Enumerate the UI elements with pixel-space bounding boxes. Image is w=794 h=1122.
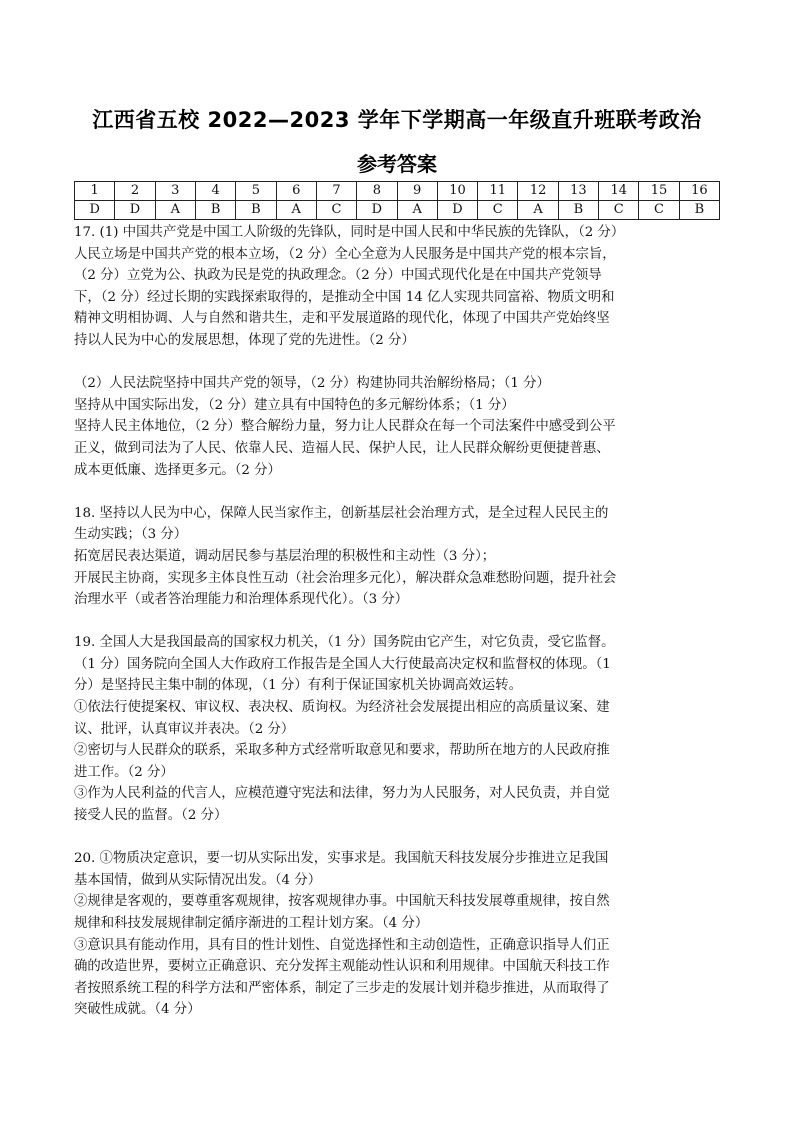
answer-cell: C bbox=[316, 201, 356, 220]
answer-cell: C bbox=[478, 201, 518, 220]
answer-line: 18. 坚持以人民为中心，保障人民当家作主，创新基层社会治理方式，是全过程人民民主的 bbox=[74, 505, 609, 521]
answer-line: 议、批评，认真审议并表决。（2 分） bbox=[74, 721, 295, 737]
answer-cell: D bbox=[75, 201, 115, 220]
answer-cell: A bbox=[397, 201, 437, 220]
answer-cell: D bbox=[357, 201, 397, 220]
question-19-answer bbox=[74, 632, 720, 826]
answer-line: 拓宽居民表达渠道，调动居民参与基层治理的积极性和主动性（3 分）； bbox=[74, 548, 496, 564]
question-number-cell: 9 bbox=[397, 182, 437, 201]
answer-cell: A bbox=[518, 201, 558, 220]
answer-line: 19. 全国人大是我国最高的国家权力机关，（1 分）国务院由它产生，对它负责，受它监督。 bbox=[74, 635, 615, 651]
answer-line: ③作为人民利益的代言人，应模范遵守宪法和法律，努力为人民服务，对人民负责，并自觉 bbox=[74, 786, 610, 802]
answer-line: ③意识具有能动作用，具有目的性计划性、自觉选择性和主动创造性，正确意识指导人们正 bbox=[74, 937, 610, 953]
document-title: 江西省五校 2022—2023 学年下学期高一年级直升班联考政治 bbox=[92, 108, 702, 132]
answer-cell: A bbox=[155, 201, 195, 220]
question-number-cell: 1 bbox=[75, 182, 115, 201]
answer-line: ①依法行使提案权、审议权、表决权、质询权。为经济社会发展提出相应的高质量议案、建 bbox=[74, 700, 610, 716]
answer-line: 基本国情，做到从实际情况出发。（4 分） bbox=[74, 872, 322, 888]
answer-line: ②规律是客观的，要尊重客观规律，按客观规律办事。中国航天科技发展尊重规律，按自然 bbox=[74, 894, 610, 910]
answer-cell: B bbox=[558, 201, 598, 220]
answer-line: 突破性成就。（4 分） bbox=[74, 1002, 201, 1018]
answer-line: 成本更低廉、选择更多元。（2 分） bbox=[74, 462, 281, 478]
question-number-cell: 13 bbox=[558, 182, 598, 201]
answer-line: 进工作。（2 分） bbox=[74, 764, 174, 780]
answer-line: 治理水平（或者答治理能力和治理体系现代化）。（3 分） bbox=[74, 592, 409, 608]
question-20-answer bbox=[74, 848, 720, 1021]
answer-line: 坚持人民主体地位，（2 分）整合解纷力量，努力让人民群众在每一个司法案件中感受到公平 bbox=[74, 419, 616, 435]
question-number-cell: 3 bbox=[155, 182, 195, 201]
answer-line: 17. (1) 中国共产党是中国工人阶级的先锋队，同时是中国人民和中华民族的先锋队，（2 分） bbox=[74, 225, 625, 240]
answer-cell: B bbox=[679, 201, 719, 220]
document-subtitle: 参考答案 bbox=[357, 152, 437, 176]
answer-cell: B bbox=[195, 201, 235, 220]
answer-table-number-row bbox=[75, 182, 720, 201]
answer-cell: D bbox=[437, 201, 477, 220]
question-number-cell: 6 bbox=[276, 182, 316, 201]
answer-line: （1 分）国务院向全国人大作政府工作报告是全国人大行使最高决定权和监督权的体现。（1 bbox=[74, 656, 611, 672]
question-18-answer bbox=[74, 503, 720, 611]
answer-cell: B bbox=[236, 201, 276, 220]
answers-body bbox=[74, 222, 720, 1021]
answer-line: 开展民主协商，实现多主体良性互动（社会治理多元化），解决群众急难愁盼问题，提升社会 bbox=[74, 570, 617, 586]
answer-table bbox=[74, 181, 720, 220]
answer-line: 规律和科技发展规律制定循序渐进的工程计划方案。（4 分） bbox=[74, 916, 429, 931]
answer-line: 人民立场是中国共产党的根本立场，（2 分）全心全意为人民服务是中国共产党的根本宗旨， bbox=[74, 246, 616, 262]
answer-line: （2 分）立党为公、执政为民是党的执政理念。（2 分）中国式现代化是在中国共产党领导 bbox=[74, 268, 602, 284]
answer-line: 生动实践；（3 分） bbox=[74, 527, 188, 543]
answer-cell: C bbox=[639, 201, 679, 220]
answer-cell: C bbox=[599, 201, 639, 220]
question-number-cell: 7 bbox=[316, 182, 356, 201]
question-number-cell: 5 bbox=[236, 182, 276, 201]
answer-line: 坚持从中国实际出发，（2 分）建立具有中国特色的多元解纷体系；（1 分） bbox=[74, 397, 515, 413]
question-number-cell: 11 bbox=[478, 182, 518, 201]
question-number-cell: 14 bbox=[599, 182, 639, 201]
answer-line: 者按照系统工程的科学方法和严密体系，制定了三步走的发展计划并稳步推进，从而取得了 bbox=[74, 980, 610, 996]
answer-line: 精神文明相协调、人与自然和谐共生，走和平发展道路的现代化，体现了中国共产党始终坚 bbox=[74, 311, 610, 327]
answer-line: 持以人民为中心的发展思想，体现了党的先进性。（2 分） bbox=[74, 332, 415, 348]
answer-line: 分）是坚持民主集中制的体现，（1 分）有利于保证国家机关协调高效运转。 bbox=[74, 678, 522, 694]
answer-line: ②密切与人民群众的联系，采取多种方式经常听取意见和要求，帮助所在地方的人民政府推 bbox=[74, 743, 610, 759]
question-number-cell: 4 bbox=[195, 182, 235, 201]
answer-line: 确的改造世界，要树立正确意识、充分发挥主观能动性认识和利用规律。中国航天科技工作 bbox=[74, 959, 610, 975]
question-number-cell: 2 bbox=[115, 182, 155, 201]
question-number-cell: 15 bbox=[639, 182, 679, 201]
answer-line: 下，（2 分）经过长期的实践探索取得的，是推动全中国 14 亿人实现共同富裕、物质文明和 bbox=[74, 289, 615, 305]
question-17-answer bbox=[74, 222, 720, 481]
answer-cell: D bbox=[115, 201, 155, 220]
question-number-cell: 10 bbox=[437, 182, 477, 201]
answer-cell: A bbox=[276, 201, 316, 220]
question-number-cell: 8 bbox=[357, 182, 397, 201]
answer-line: 接受人民的监督。（2 分） bbox=[74, 808, 228, 824]
question-number-cell: 16 bbox=[679, 182, 719, 201]
question-number-cell: 12 bbox=[518, 182, 558, 201]
answer-line: 正义，做到司法为了人民、依靠人民、造福人民、保护人民，让人民群众解纷更便捷普惠、 bbox=[74, 440, 610, 456]
answer-line: 20. ①物质决定意识，要一切从实际出发，实事求是。我国航天科技发展分步推进立足我国 bbox=[74, 851, 609, 867]
answer-table-answer-row bbox=[75, 201, 720, 220]
answer-line: （2）人民法院坚持中国共产党的领导，（2 分）构建协同共治解纷格局；（1 分） bbox=[74, 376, 550, 392]
